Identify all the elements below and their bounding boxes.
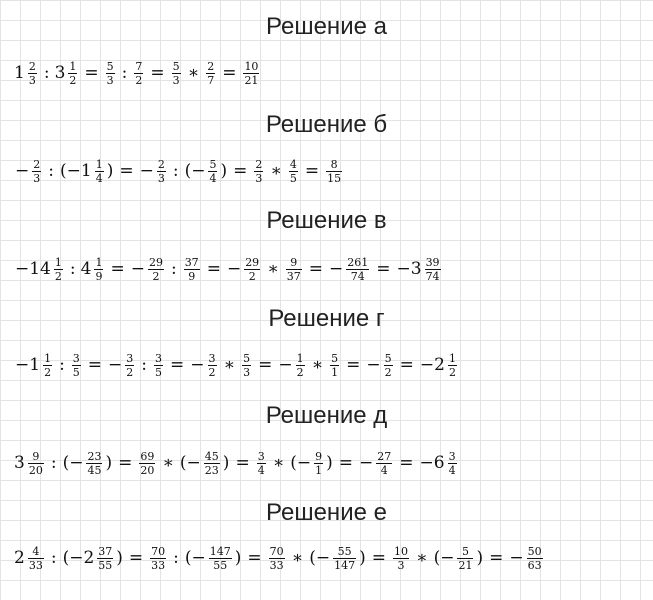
numerator: 2 (255, 157, 263, 171)
denominator: 55 (98, 558, 113, 572)
numerator: 2 (207, 59, 215, 73)
denominator: 5 (155, 365, 163, 379)
operator: = (170, 355, 185, 375)
fraction (296, 352, 305, 379)
numerator: 39 (425, 255, 440, 269)
operator: = (150, 63, 165, 83)
equation-v (14, 249, 443, 289)
denominator: 3 (243, 365, 251, 379)
symbol: −3 (396, 259, 422, 279)
denominator: 3 (33, 171, 41, 185)
numerator: 3 (448, 449, 456, 463)
fraction (393, 545, 409, 572)
operator: : (48, 161, 54, 181)
symbol: −14 (15, 259, 51, 279)
operator: = (346, 355, 361, 375)
fraction (257, 450, 266, 477)
denominator: 2 (44, 365, 52, 379)
fraction (330, 352, 339, 379)
denominator: 33 (28, 558, 43, 572)
symbol: (− (179, 453, 201, 473)
fraction (28, 60, 37, 87)
symbol: − (329, 259, 344, 279)
operator: : (69, 259, 76, 279)
denominator: 2 (152, 269, 160, 283)
fraction (244, 256, 260, 283)
symbol: (− (290, 453, 312, 473)
fraction (94, 256, 103, 283)
denominator: 3 (106, 73, 114, 87)
operator: ∗ (291, 548, 304, 568)
fraction (97, 545, 113, 572)
operator: ∗ (162, 453, 174, 473)
numerator: 45 (204, 449, 219, 463)
fraction (43, 352, 52, 379)
operator: : (172, 161, 179, 181)
numerator: 70 (269, 544, 284, 558)
numerator: 37 (184, 255, 199, 269)
numerator: 9 (290, 255, 298, 269)
operator: = (110, 259, 125, 279)
fraction (72, 352, 81, 379)
section-heading-v: Решение в (266, 207, 387, 234)
operator: : (43, 63, 50, 83)
denominator: 4 (95, 171, 103, 185)
numerator: 147 (209, 544, 231, 558)
fraction (32, 158, 41, 185)
operator: = (206, 259, 221, 279)
symbol: ) (326, 453, 333, 473)
fraction (376, 450, 392, 477)
section-heading-e: Решение е (266, 499, 387, 526)
denominator: 4 (257, 463, 265, 477)
symbol: − (359, 453, 374, 473)
denominator: 5 (72, 365, 80, 379)
operator: : (170, 259, 177, 279)
numerator: 4 (289, 157, 297, 171)
numerator: 10 (394, 544, 409, 558)
fraction (125, 352, 134, 379)
equation-b (14, 151, 344, 191)
operator: = (87, 355, 103, 375)
numerator: 37 (98, 544, 113, 558)
symbol: (− (309, 548, 331, 568)
symbol: ) (220, 161, 228, 181)
operator: = (84, 63, 99, 83)
fraction (314, 450, 323, 477)
operator: : (59, 355, 65, 375)
numerator: 70 (151, 544, 166, 558)
symbol: −6 (419, 453, 445, 473)
numerator: 5 (331, 351, 339, 365)
numerator: 23 (87, 449, 102, 463)
numerator: 10 (244, 59, 259, 73)
symbol: (−2 (62, 548, 95, 568)
denominator: 23 (204, 463, 219, 477)
denominator: 15 (327, 171, 342, 185)
integer-part: 4 (80, 259, 92, 279)
symbol: −1 (15, 355, 41, 375)
operator: = (399, 355, 414, 375)
operator: = (233, 161, 248, 181)
equation-a (14, 53, 261, 93)
symbol: (− (433, 548, 455, 568)
fraction (457, 545, 473, 572)
numerator: 2 (28, 59, 36, 73)
denominator: 3 (397, 558, 405, 572)
symbol: ) (106, 161, 114, 181)
denominator: 20 (28, 463, 43, 477)
symbol: ) (105, 453, 113, 473)
numerator: 9 (315, 449, 323, 463)
fraction (206, 60, 215, 87)
numerator: 27 (377, 449, 392, 463)
integer-part: 3 (14, 453, 25, 473)
denominator: 3 (172, 73, 180, 87)
operator: : (50, 548, 57, 568)
denominator: 2 (54, 269, 62, 283)
denominator: 2 (135, 73, 143, 87)
operator: ∗ (223, 355, 236, 375)
numerator: 55 (337, 544, 352, 558)
symbol: (− (184, 548, 206, 568)
symbol: (− (184, 161, 206, 181)
fraction (150, 545, 166, 572)
denominator: 2 (69, 73, 77, 87)
symbol: − (226, 259, 242, 279)
numerator: 5 (209, 157, 217, 171)
numerator: 1 (95, 255, 103, 269)
fraction (54, 256, 63, 283)
fraction (448, 450, 457, 477)
operator: ∗ (416, 548, 428, 568)
fraction (527, 545, 543, 572)
operator: = (338, 453, 354, 473)
operator: ∗ (272, 453, 285, 473)
denominator: 63 (527, 558, 542, 572)
numerator: 261 (347, 255, 369, 269)
denominator: 1 (315, 463, 323, 477)
symbol: − (108, 355, 123, 375)
denominator: 55 (213, 558, 228, 572)
symbol: ) (359, 548, 366, 568)
fraction (243, 60, 259, 87)
numerator: 5 (461, 544, 469, 558)
equation-e (14, 538, 545, 578)
operator: : (173, 548, 179, 568)
numerator: 3 (155, 351, 163, 365)
denominator: 45 (87, 463, 102, 477)
numerator: 3 (208, 351, 216, 365)
fraction (68, 60, 77, 87)
numerator: 1 (69, 59, 77, 73)
operator: = (304, 161, 320, 181)
operator: = (222, 63, 237, 83)
numerator: 1 (448, 351, 456, 365)
fraction (448, 352, 457, 379)
operator: = (371, 548, 387, 568)
symbol: − (139, 161, 154, 181)
operator: = (399, 453, 414, 473)
symbol: − (190, 355, 205, 375)
fraction (139, 450, 155, 477)
integer-part: 2 (14, 548, 25, 568)
symbol: − (130, 259, 145, 279)
fraction (289, 158, 298, 185)
operator: : (50, 453, 57, 473)
denominator: 3 (255, 171, 263, 185)
denominator: 2 (448, 365, 456, 379)
denominator: 5 (289, 171, 297, 185)
numerator: 29 (148, 255, 163, 269)
symbol: ) (476, 548, 484, 568)
section-heading-a: Решение а (266, 13, 387, 40)
fraction (286, 256, 302, 283)
numerator: 2 (157, 157, 165, 171)
operator: = (258, 355, 273, 375)
operator: = (235, 453, 250, 473)
numerator: 7 (135, 59, 143, 73)
operator: = (119, 161, 134, 181)
numerator: 3 (126, 351, 134, 365)
equation-d (14, 443, 459, 483)
symbol: − (15, 161, 30, 181)
numerator: 2 (33, 157, 41, 171)
numerator: 29 (245, 255, 260, 269)
operator: ∗ (311, 355, 324, 375)
fraction (208, 352, 217, 379)
numerator: 69 (140, 449, 155, 463)
denominator: 21 (244, 73, 259, 87)
fraction (154, 352, 163, 379)
denominator: 4 (448, 463, 456, 477)
denominator: 2 (248, 269, 256, 283)
numerator: 1 (44, 351, 52, 365)
denominator: 147 (334, 558, 356, 572)
fraction (333, 545, 356, 572)
operator: ∗ (270, 161, 282, 181)
numerator: 5 (106, 59, 114, 73)
fraction (28, 450, 44, 477)
symbol: − (278, 355, 293, 375)
denominator: 20 (140, 463, 155, 477)
fraction (95, 158, 104, 185)
operator: = (376, 259, 391, 279)
numerator: 5 (384, 351, 392, 365)
numerator: 3 (257, 449, 265, 463)
symbol: ) (222, 453, 230, 473)
fraction (134, 60, 143, 87)
numerator: 1 (296, 351, 304, 365)
fraction (172, 60, 181, 87)
denominator: 1 (331, 365, 339, 379)
denominator: 3 (28, 73, 36, 87)
operator: ∗ (267, 259, 279, 279)
symbol: − (366, 355, 381, 375)
symbol: (−1 (59, 161, 92, 181)
denominator: 4 (209, 171, 217, 185)
symbol: (− (62, 453, 84, 473)
numerator: 50 (527, 544, 542, 558)
section-heading-b: Решение б (265, 111, 388, 138)
symbol: −2 (419, 355, 445, 375)
fraction (184, 256, 200, 283)
operator: = (118, 453, 133, 473)
fraction (157, 158, 166, 185)
denominator: 2 (296, 365, 304, 379)
denominator: 2 (126, 365, 134, 379)
fraction (326, 158, 342, 185)
denominator: 3 (157, 171, 165, 185)
section-heading-d: Решение д (265, 402, 388, 429)
operator: = (247, 548, 262, 568)
denominator: 2 (208, 365, 216, 379)
fraction (254, 158, 263, 185)
fraction (269, 545, 285, 572)
operator: = (489, 548, 504, 568)
denominator: 4 (380, 463, 388, 477)
denominator: 37 (286, 269, 301, 283)
fraction (204, 450, 220, 477)
fraction (425, 256, 441, 283)
fraction (106, 60, 115, 87)
fraction (242, 352, 251, 379)
fraction (148, 256, 164, 283)
denominator: 9 (188, 269, 196, 283)
denominator: 74 (350, 269, 365, 283)
numerator: 9 (32, 449, 40, 463)
operator: = (128, 548, 144, 568)
operator: : (121, 63, 128, 83)
integer-part: 1 (14, 63, 25, 83)
fraction (209, 545, 232, 572)
numerator: 4 (32, 544, 40, 558)
denominator: 2 (384, 365, 392, 379)
numerator: 1 (95, 157, 103, 171)
fraction (86, 450, 102, 477)
operator: : (141, 355, 148, 375)
integer-part: 3 (54, 63, 66, 83)
symbol: ) (116, 548, 123, 568)
operator: ∗ (187, 63, 200, 83)
symbol: ) (234, 548, 242, 568)
numerator: 5 (243, 351, 251, 365)
symbol: − (509, 548, 524, 568)
fraction (346, 256, 369, 283)
operator: = (308, 259, 323, 279)
fraction (28, 545, 44, 572)
denominator: 9 (95, 269, 103, 283)
denominator: 7 (207, 73, 215, 87)
equation-g (14, 345, 459, 385)
denominator: 33 (151, 558, 166, 572)
numerator: 1 (54, 255, 62, 269)
fraction (208, 158, 217, 185)
denominator: 33 (269, 558, 284, 572)
denominator: 74 (425, 269, 440, 283)
fraction (384, 352, 393, 379)
denominator: 21 (458, 558, 473, 572)
numerator: 5 (172, 59, 180, 73)
section-heading-g: Решение г (268, 305, 385, 332)
numerator: 3 (72, 351, 80, 365)
numerator: 8 (330, 157, 338, 171)
